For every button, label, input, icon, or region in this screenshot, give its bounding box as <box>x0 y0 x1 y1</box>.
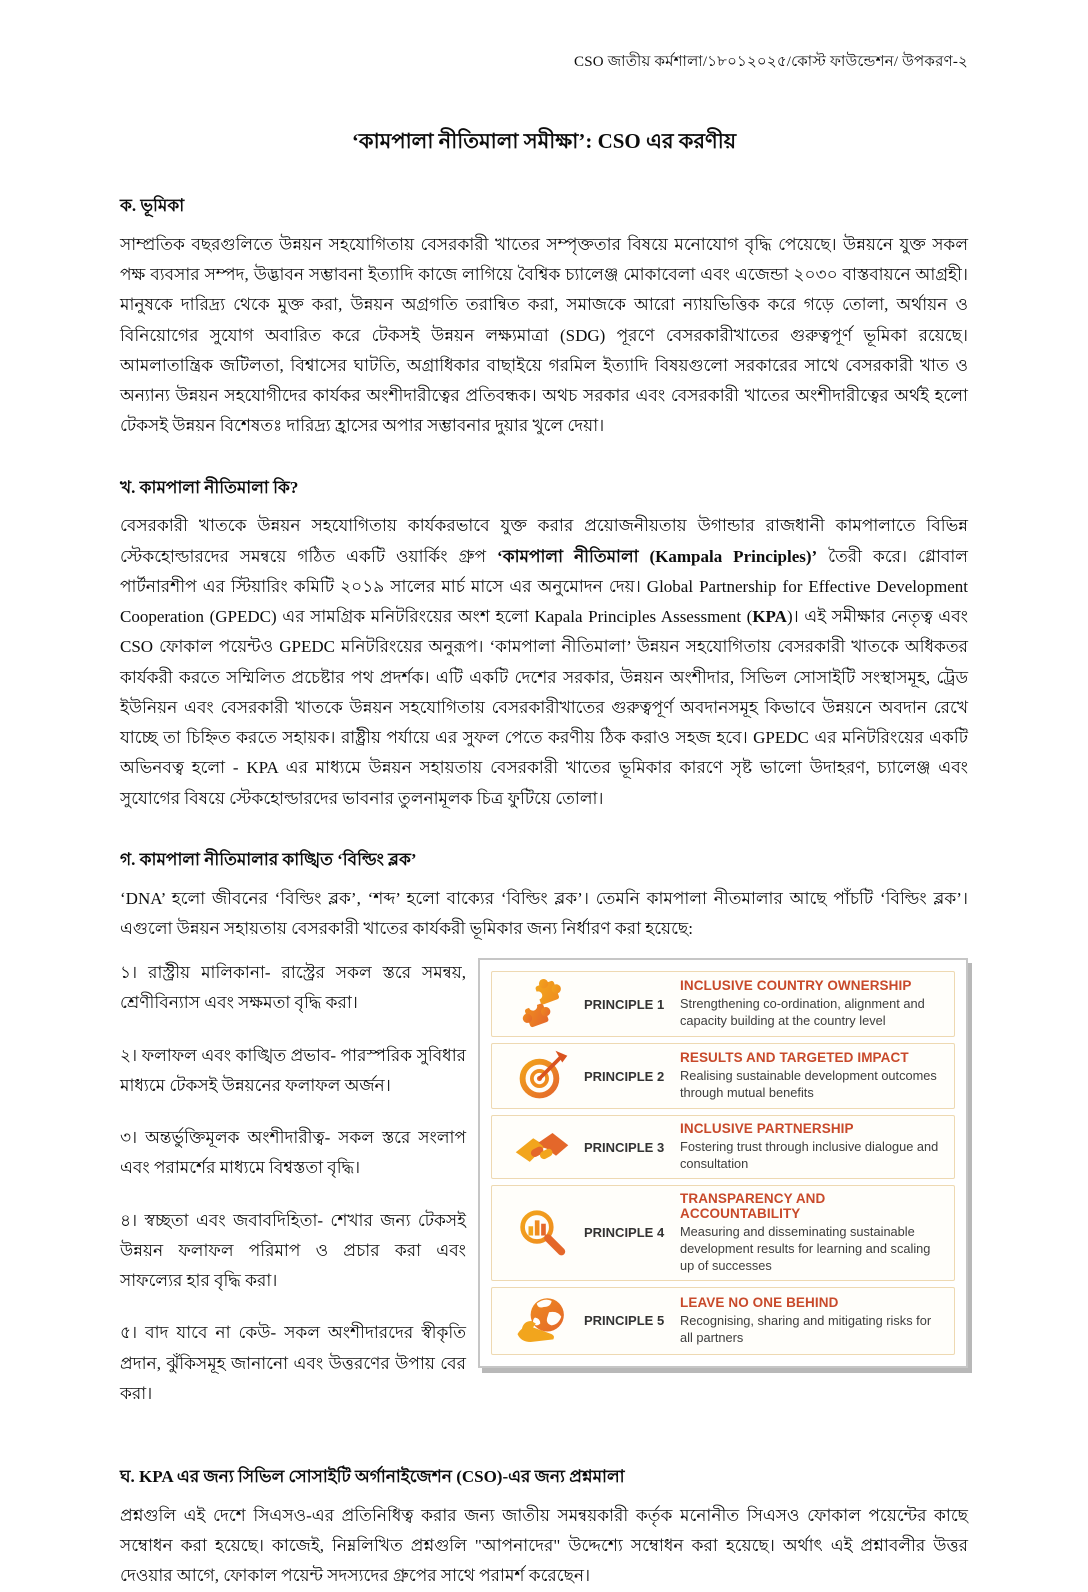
section-b-heading: খ. কামপালা নীতিমালা কি? <box>120 477 299 497</box>
page-header: CSO জাতীয় কর্মশালা/১৮০১২০২৫/কোস্ট ফাউন্ডেশন/ উপকরণ-২ <box>574 54 968 70</box>
building-block-item-1: ১। রাস্ট্রীয় মালিকানা- রাস্ট্রের সকল স্তরে সমন্বয়, শ্রেণীবিন্যাস এবং সক্ষমতা বৃদ্ধি করা। <box>120 963 466 1013</box>
handshake-icon <box>500 1122 584 1172</box>
principle-title: LEAVE NO ONE BEHIND <box>680 1294 839 1310</box>
principle-label: PRINCIPLE 3 <box>584 1139 665 1155</box>
section-c-body: ‘DNA’ হলো জীবনের ‘বিল্ডিং ব্লক’, ‘শব্দ’ হলো বাক্যের ‘বিল্ডিং ব্লক’। তেমনি কামপালা নীতমালার আছে পাঁচটি ‘বিল্ডিং ব্লক’। এগুলো উন্নয়ন সহায়তায় বেসরকারী খাতের কার্যকরী ভূমিকার জন্য নির্ধারণ করা হয়েছে: <box>120 888 968 938</box>
document-page <box>120 0 968 1592</box>
globe-in-hand-icon <box>500 1293 584 1349</box>
principle-label: PRINCIPLE 2 <box>584 1068 665 1084</box>
doc-title: ‘কামপালা নীতিমালা সমীক্ষা’: CSO এর করণীয় <box>351 129 737 153</box>
principles-infographic <box>478 958 968 1367</box>
magnifier-chart-icon <box>500 1206 584 1260</box>
principle-label: PRINCIPLE 5 <box>584 1313 665 1329</box>
section-c-heading: গ. কামপালা নীতিমালার কাঙ্খিত ‘বিল্ডিং ব্লক’ <box>120 849 417 869</box>
principle-description: Fostering trust through inclusive dialogue and consultation <box>680 1139 939 1172</box>
target-dart-icon <box>500 1049 584 1103</box>
puzzle-icon <box>500 977 584 1031</box>
principle-title: INCLUSIVE PARTNERSHIP <box>680 1121 854 1137</box>
building-block-item-2: ২। ফলাফল এবং কাঙ্খিত প্রভাব- পারস্পরিক সুবিধার মাধ্যমে টেকসই উন্নয়নের ফলাফল অর্জন। <box>120 1045 466 1095</box>
building-blocks-list <box>120 958 466 1431</box>
principle-description: Strengthening co-ordination, alignment and capacity building at the country level <box>680 996 925 1029</box>
principle-label: PRINCIPLE 4 <box>584 1225 665 1241</box>
principle-title: RESULTS AND TARGETED IMPACT <box>680 1050 909 1066</box>
principle-row-3 <box>491 1115 955 1179</box>
building-block-item-5: ৫। বাদ যাবে না কেউ- সকল অংশীদারদের স্বীকৃতি প্রদান, ঝুঁকিসমূহ জানানো এবং উত্তরণের উপায় বের করা। <box>120 1323 466 1403</box>
section-d-body: প্রশ্নগুলি এই দেশে সিএসও-এর প্রতিনিধিত্ব করার জন্য জাতীয় সমন্বয়কারী কর্তৃক মনোনীত সিএসও ফোকাল পয়েন্টের কাছে সম্বোধন করা হয়েছে। কাজেই, নিম্নলিখিত প্রশ্নগুলি "আপনাদের" উদ্দেশ্যে সম্বোধন করা হয়েছে। অর্থাৎ এই প্রশ্নাবলীর উত্তর দেওয়ার আগে, ফোকাল পয়েন্ট সদস্যদের গ্রুপের সাথে পরামর্শ করেছেন। <box>120 1505 968 1586</box>
principle-description: Measuring and disseminating sustainable development results for learning and scaling up of successes <box>680 1223 931 1273</box>
building-blocks-section <box>120 958 968 1431</box>
building-block-item-4: ৪। স্বচ্ছতা এবং জবাবদিহিতা- শেখার জন্য টেকসই উন্নয়ন ফলাফল পরিমাপ ও প্রচার করা এবং সাফল্যের হার বৃদ্ধি করা। <box>120 1210 466 1291</box>
section-b-body: বেসরকারী খাতকে উন্নয়ন সহযোগিতায় কার্যকরভাবে যুক্ত করার প্রয়োজনীয়তায় উগান্ডার রাজধানী কামপালাতে বিভিন্ন স্টেকহোল্ডারদের সমন্বয়ে গঠিত একটি ওয়ার্কিং গ্রুপ ‘কামপালা নীতিমালা (Kampala Principles)’ তৈরী করে। গ্লোবাল পার্টনারশীপ এর স্টিয়ারিং কমিটি ২০১৯ সালের মার্চ মাসে এর অনুমোদন দেয়। Global Partnership for Effective Development Cooperation (GPEDC) এর সামগ্রিক মনিটরিংয়ের অংশ হলো Kapala Principles Assessment (KPA)। এই সমীক্ষার নেতৃত্ব এবং CSO ফোকাল পয়েন্টও GPEDC মনিটরিংয়ের অনুরূপ। ‘কামপালা নীতিমালা’ উন্নয়ন সহযোগিতায় বেসরকারী খাতকে অধিকতর কার্যকরী করতে সম্মিলিত প্রচেষ্টার পথ প্রদর্শক। এটি একটি দেশের সরকার, উন্নয়ন অংশীদার, সিভিল সোসাইটি সংস্থাসমূহ, ট্রেড ইউনিয়ন এবং বেসরকারী খাতকে উন্নয়ন সহযোগিতায় বেসরকারীখাতের গুরুত্বপূর্ণ অবদানসমূহ কিভাবে উন্নয়নে অবদান রেখে যাচ্ছে তা চিহ্নিত করতে সহায়ক। রাষ্ট্রীয় পর্যায়ে এর সুফল পেতে করণীয় ঠিক করাও সহজ হবে। GPEDC এর মনিটরিংয়ের একটি অভিনবত্ব হলো - KPA এর মাধ্যমে উন্নয়ন সহায়তায় বেসরকারী খাতের ভূমিকার কারণে সৃষ্ট ভালো উদাহরণ, চ্যালেঞ্জ এবং সুযোগের বিষয়ে স্টেকহোল্ডারদের ভাবনার তুলনামূলক চিত্র ফুটিয়ে তোলা। <box>120 516 968 808</box>
principle-title: INCLUSIVE COUNTRY OWNERSHIP <box>680 978 912 994</box>
principle-row-4 <box>491 1185 955 1281</box>
section-d-heading: ঘ. KPA এর জন্য সিভিল সোসাইটি অর্গানাইজেশন (CSO)-এর জন্য প্রশ্নমালা <box>120 1467 625 1487</box>
principle-label: PRINCIPLE 1 <box>584 996 665 1012</box>
principle-title: TRANSPARENCY AND ACCOUNTABILITY <box>680 1190 826 1221</box>
building-block-item-3: ৩। অন্তর্ভুক্তিমূলক অংশীদারীত্ব- সকল স্তরে সংলাপ এবং পরামর্শের মাধ্যমে বিশ্বস্ততা বৃদ্ধি। <box>120 1128 466 1178</box>
principle-description: Recognising, sharing and mitigating risks for all partners <box>680 1312 932 1345</box>
principle-row-2 <box>491 1043 955 1109</box>
principle-row-5 <box>491 1287 955 1355</box>
principle-row-1 <box>491 971 955 1037</box>
principle-description: Realising sustainable development outcomes through mutual benefits <box>680 1068 937 1101</box>
section-a-body: সাম্প্রতিক বছরগুলিতে উন্নয়ন সহযোগিতায় বেসরকারী খাতের সম্পৃক্ততার বিষয়ে মনোযোগ বৃদ্ধি পেয়েছে। উন্নয়নে যুক্ত সকল পক্ষ ব্যবসার সম্পদ, উদ্ভাবন সম্ভাবনা ইত্যাদি কাজে লাগিয়ে বৈশ্বিক চ্যালেঞ্জ মোকাবেলা এবং এজেন্ডা ২০৩০ বাস্তবায়নে আগ্রহী। মানুষকে দারিদ্র্য থেকে মুক্ত করা, উন্নয়ন অগ্রগতি তরান্বিত করা, সমাজকে আরো ন্যায়ভিত্তিক করে গড়ে তোলা, অর্থায়ন ও বিনিয়োগের সুযোগ অবারিত করে টেকসই উন্নয়ন লক্ষ্যমাত্রা (SDG) পূরণে বেসরকারীখাতের গুরুত্বপূর্ণ ভূমিকা রয়েছে। আমলাতান্ত্রিক জটিলতা, বিশ্বাসের ঘাটতি, অগ্রাধিকার বাছাইয়ে গরমিল ইত্যাদি বিষয়গুলো সরকারের সাথে বেসরকারী খাত ও অন্যান্য উন্নয়ন সহযোগীদের কার্যকর অংশীদারীত্বের প্রতিবন্ধক। অথচ সরকার এবং বেসরকারী খাতের অংশীদারীত্বের অর্থই হলো টেকসই উন্নয়ন বিশেষতঃ দারিদ্র্য হ্রাসের অপার সম্ভাবনার দুয়ার খুলে দেয়া। <box>120 234 968 436</box>
section-a-heading: ক. ভূমিকা <box>120 196 185 215</box>
